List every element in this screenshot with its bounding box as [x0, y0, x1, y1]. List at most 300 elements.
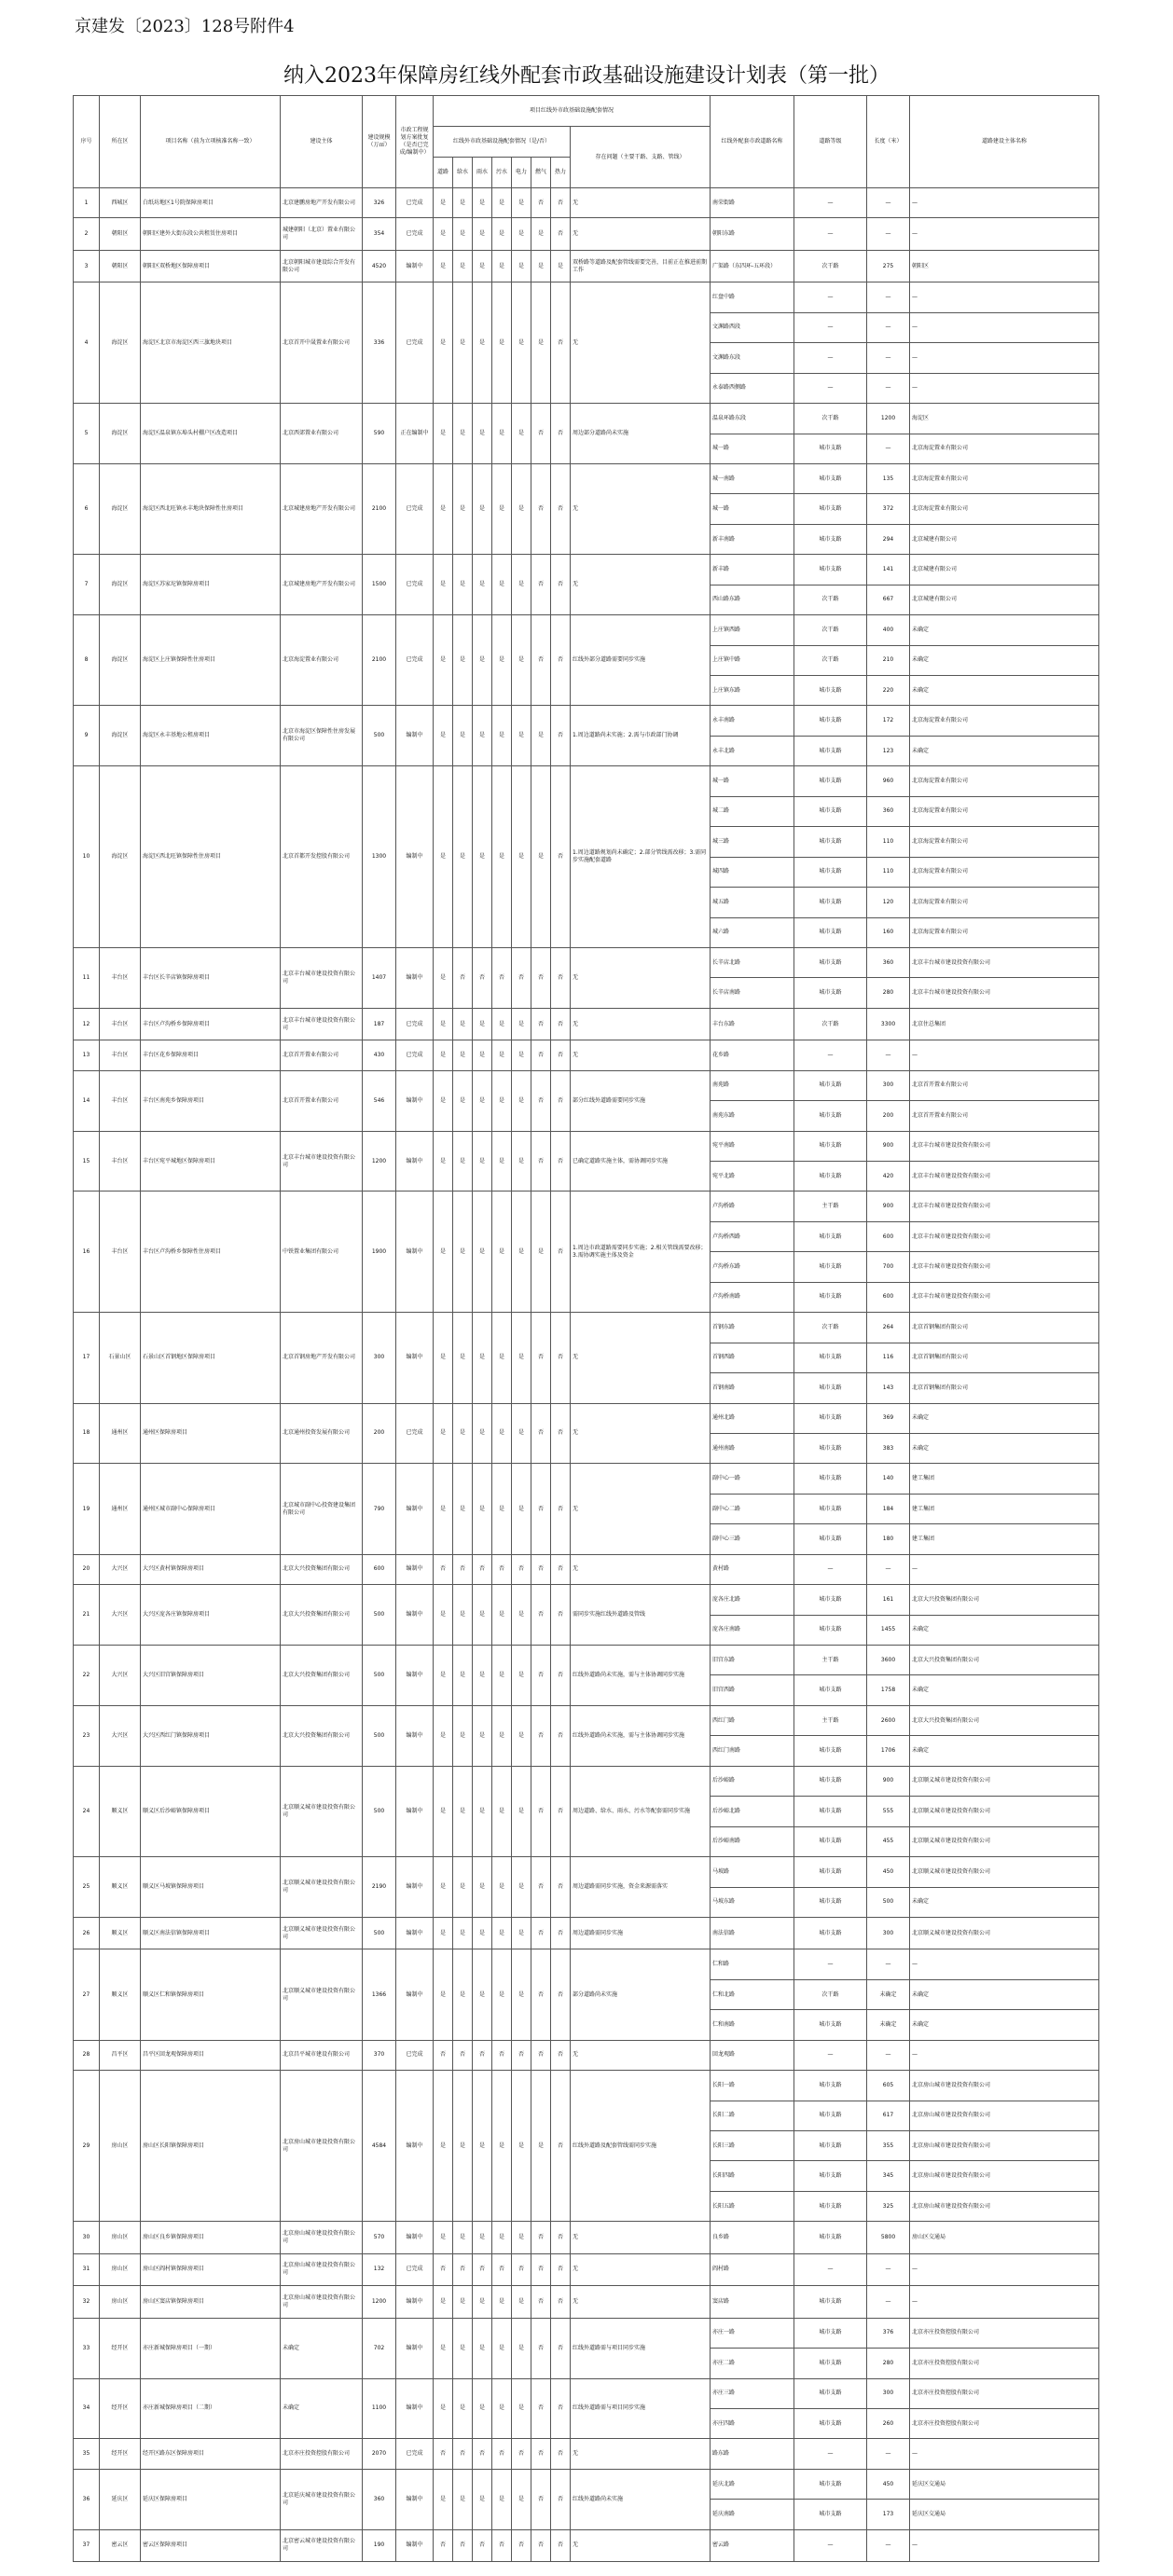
cell-sewage: 否	[492, 1554, 512, 1584]
cell-rain: 是	[473, 766, 492, 948]
header-gas: 燃气	[531, 158, 551, 188]
table-row	[74, 1464, 1099, 1494]
cell-sewage: 是	[492, 1705, 512, 1766]
cell-project: 海淀区温泉镇东埠头村棚户区改造项目	[141, 404, 281, 464]
cell-water: 是	[453, 1857, 473, 1918]
cell-line-name: 上庄镇东路	[711, 676, 794, 706]
cell-road: 是	[434, 615, 453, 706]
table-row	[74, 2469, 1099, 2499]
cell-water: 是	[453, 2378, 473, 2439]
cell-owner: 北京顺义城市建设投资有限公司	[281, 1857, 363, 1918]
cell-rain: 是	[473, 188, 492, 218]
cell-rain: 是	[473, 1008, 492, 1040]
cell-status: 已完成	[396, 188, 434, 218]
cell-grade: —	[794, 218, 867, 250]
cell-grade: 城市支路	[794, 1524, 867, 1554]
cell-gas: 否	[531, 1705, 551, 1766]
cell-length: —	[867, 188, 910, 218]
cell-road: 是	[434, 2071, 453, 2222]
cell-rain: 是	[473, 463, 492, 554]
cell-rain: 是	[473, 2378, 492, 2439]
cell-no: 33	[74, 2318, 100, 2378]
cell-line-name: 阎村路	[711, 2253, 794, 2285]
cell-area: 500	[363, 1705, 396, 1766]
cell-rain: 否	[473, 2439, 492, 2469]
cell-heat: 否	[551, 1949, 571, 2040]
plan-table-container	[73, 95, 1098, 2562]
cell-sewage: 是	[492, 250, 512, 282]
cell-owner: 北京城市副中心投资建设集团有限公司	[281, 1464, 363, 1554]
cell-district: 经开区	[100, 2318, 141, 2378]
header-status: 市政工程规划方案批复（是否已完成/编制中）	[396, 96, 434, 188]
cell-issues: 无	[571, 2222, 711, 2253]
cell-builder: 北京首钢集团有限公司	[910, 1313, 1099, 1343]
table-row	[74, 2040, 1099, 2070]
cell-area: 500	[363, 1917, 396, 1949]
cell-grade: 城市支路	[794, 2286, 867, 2318]
cell-grade: 城市支路	[794, 2222, 867, 2253]
table-row	[74, 218, 1099, 250]
cell-area: 336	[363, 282, 396, 404]
cell-status: 编制中	[396, 706, 434, 766]
cell-no: 17	[74, 1313, 100, 1403]
cell-length: 617	[867, 2101, 910, 2130]
cell-road: 是	[434, 404, 453, 464]
cell-line-name: 西红门路	[711, 1705, 794, 1735]
cell-builder: 北京亦庄投资控股有限公司	[910, 2408, 1099, 2438]
cell-rain: 是	[473, 1313, 492, 1403]
cell-rain: 是	[473, 1857, 492, 1918]
cell-heat: 否	[551, 404, 571, 464]
cell-area: 300	[363, 1313, 396, 1403]
cell-owner: 北京首都开发控股有限公司	[281, 766, 363, 948]
cell-status: 已完成	[396, 555, 434, 615]
cell-district: 朝阳区	[100, 218, 141, 250]
cell-builder: 房山区交通局	[910, 2222, 1099, 2253]
cell-heat: 否	[551, 1464, 571, 1554]
cell-length: 300	[867, 2378, 910, 2408]
cell-issues: 无	[571, 2253, 711, 2285]
cell-power: 是	[512, 1917, 531, 1949]
cell-line-name: 亦庄二路	[711, 2349, 794, 2378]
cell-status: 已完成	[396, 1008, 434, 1040]
cell-builder: 北京住总集团	[910, 1008, 1099, 1040]
cell-gas: 否	[531, 1464, 551, 1554]
cell-owner: 北京丰台城市建设投资有限公司	[281, 1131, 363, 1192]
document-title: 纳入2023年保障房红线外配套市政基础设施建设计划表（第一批）	[283, 64, 890, 88]
cell-water: 是	[453, 1464, 473, 1554]
cell-status: 已完成	[396, 218, 434, 250]
cell-line-name: 文渊路西段	[711, 312, 794, 342]
cell-gas: 否	[531, 1917, 551, 1949]
cell-project: 石景山区首钢地区保障房项目	[141, 1313, 281, 1403]
cell-gas: 否	[531, 2439, 551, 2469]
header-line-name: 红线外配套市政道路名称	[711, 96, 794, 188]
cell-grade: 城市支路	[794, 706, 867, 736]
cell-owner: 北京大兴投资集团有限公司	[281, 1646, 363, 1706]
cell-line-name: 首钢南路	[711, 1373, 794, 1403]
cell-builder: 北京丰台城市建设投资有限公司	[910, 1221, 1099, 1251]
cell-sewage: 是	[492, 1040, 512, 1070]
header-builder: 道路建设主体名称	[910, 96, 1099, 188]
cell-length: —	[867, 434, 910, 463]
cell-power: 是	[512, 1008, 531, 1040]
cell-grade: 主干路	[794, 1646, 867, 1675]
cell-length: —	[867, 312, 910, 342]
cell-water: 是	[453, 1040, 473, 1070]
cell-builder: 北京海淀置业有限公司	[910, 494, 1099, 524]
cell-length: 210	[867, 645, 910, 675]
cell-district: 海淀区	[100, 615, 141, 706]
cell-length: 376	[867, 2318, 910, 2348]
cell-grade: —	[794, 188, 867, 218]
table-row	[74, 188, 1099, 218]
cell-grade: 城市支路	[794, 2131, 867, 2161]
cell-no: 30	[74, 2222, 100, 2253]
cell-sewage: 否	[492, 2439, 512, 2469]
cell-length: 1200	[867, 404, 910, 434]
cell-gas: 否	[531, 1554, 551, 1584]
cell-issues: 无	[571, 218, 711, 250]
cell-sewage: 是	[492, 1008, 512, 1040]
cell-water: 是	[453, 766, 473, 948]
table-row	[74, 282, 1099, 312]
cell-grade: —	[794, 1949, 867, 1979]
cell-road: 是	[434, 463, 453, 554]
cell-no: 15	[74, 1131, 100, 1192]
cell-gas: 否	[531, 188, 551, 218]
cell-line-name: 庞各庄南路	[711, 1615, 794, 1645]
cell-sewage: 是	[492, 555, 512, 615]
cell-power: 是	[512, 2286, 531, 2318]
cell-grade: 城市支路	[794, 676, 867, 706]
cell-power: 是	[512, 2469, 531, 2529]
cell-owner: 北京顺义城市建设投资有限公司	[281, 1766, 363, 1856]
cell-rain: 是	[473, 2071, 492, 2222]
cell-grade: 城市支路	[794, 736, 867, 765]
cell-status: 已完成	[396, 615, 434, 706]
cell-length: 700	[867, 1252, 910, 1282]
cell-water: 是	[453, 1403, 473, 1464]
cell-area: 1366	[363, 1949, 396, 2040]
cell-issues: 无	[571, 1464, 711, 1554]
cell-line-name: 延庆南路	[711, 2500, 794, 2529]
cell-district: 丰台区	[100, 1070, 141, 1131]
cell-heat: 否	[551, 1917, 571, 1949]
cell-grade: —	[794, 2253, 867, 2285]
cell-area: 354	[363, 218, 396, 250]
cell-grade: 城市支路	[794, 463, 867, 493]
cell-water: 是	[453, 706, 473, 766]
cell-line-name: 城一路	[711, 434, 794, 463]
cell-status: 编制中	[396, 2318, 434, 2378]
cell-water: 是	[453, 282, 473, 404]
cell-water: 否	[453, 2529, 473, 2561]
cell-road: 是	[434, 1705, 453, 1766]
table-row	[74, 1192, 1099, 1221]
cell-length: 900	[867, 1192, 910, 1221]
cell-owner: 北京丰台城市建设投资有限公司	[281, 1008, 363, 1040]
cell-gas: 否	[531, 1070, 551, 1131]
cell-builder: —	[910, 2286, 1099, 2318]
cell-area: 1900	[363, 1192, 396, 1313]
cell-project: 通州区保障房项目	[141, 1403, 281, 1464]
cell-line-name: 黄村路	[711, 1554, 794, 1584]
cell-project: 丰台区花乡保障房项目	[141, 1040, 281, 1070]
cell-project: 丰台区南苑乡保障房项目	[141, 1070, 281, 1131]
cell-grade: 城市支路	[794, 1766, 867, 1796]
cell-power: 是	[512, 404, 531, 464]
cell-status: 编制中	[396, 2378, 434, 2439]
cell-road: 是	[434, 218, 453, 250]
cell-power: 是	[512, 766, 531, 948]
cell-length: —	[867, 1040, 910, 1070]
cell-grade: 城市支路	[794, 2161, 867, 2191]
cell-line-name: 路东路	[711, 2439, 794, 2469]
cell-line-name: 副中心一路	[711, 1464, 794, 1494]
cell-water: 否	[453, 2253, 473, 2285]
cell-line-name: 马坡路	[711, 1857, 794, 1887]
cell-builder: 北京亦庄投资控股有限公司	[910, 2349, 1099, 2378]
cell-road: 是	[434, 1131, 453, 1192]
cell-line-name: 城六路	[711, 917, 794, 947]
cell-sewage: 否	[492, 2253, 512, 2285]
cell-gas: 否	[531, 1040, 551, 1070]
cell-district: 通州区	[100, 1403, 141, 1464]
cell-power: 是	[512, 1705, 531, 1766]
table-row	[74, 1313, 1099, 1343]
cell-owner: 北京昌平城市建设有限公司	[281, 2040, 363, 2070]
cell-line-name: 马坡东路	[711, 1887, 794, 1917]
cell-grade: 城市支路	[794, 2408, 867, 2438]
cell-project: 大兴区黄村镇保障房项目	[141, 1554, 281, 1584]
cell-grade: 城市支路	[794, 978, 867, 1008]
cell-area: 500	[363, 706, 396, 766]
cell-builder: 北京大兴投资集团有限公司	[910, 1646, 1099, 1675]
cell-builder: —	[910, 2529, 1099, 2561]
cell-owner: 北京朝阳城市建设综合开发有限公司	[281, 250, 363, 282]
cell-sewage: 是	[492, 282, 512, 404]
cell-owner: 中铁置业集团有限公司	[281, 1192, 363, 1313]
cell-power: 是	[512, 1070, 531, 1131]
cell-line-name: 亦庄一路	[711, 2318, 794, 2348]
cell-owner: 北京顺义城市建设投资有限公司	[281, 1917, 363, 1949]
cell-rain: 否	[473, 2253, 492, 2285]
cell-heat: 否	[551, 1403, 571, 1464]
cell-district: 丰台区	[100, 1131, 141, 1192]
cell-water: 是	[453, 1705, 473, 1766]
cell-line-name: 南苑路	[711, 1070, 794, 1100]
cell-length: 141	[867, 555, 910, 585]
cell-no: 22	[74, 1646, 100, 1706]
cell-road: 是	[434, 250, 453, 282]
cell-length: 280	[867, 978, 910, 1008]
cell-issues: 无	[571, 1554, 711, 1584]
cell-water: 是	[453, 2469, 473, 2529]
cell-gas: 否	[531, 2222, 551, 2253]
cell-length: —	[867, 218, 910, 250]
cell-power: 否	[512, 947, 531, 1008]
cell-builder: 未确定	[910, 1403, 1099, 1433]
cell-power: 是	[512, 1585, 531, 1646]
cell-builder: 北京顺义城市建设投资有限公司	[910, 1797, 1099, 1826]
cell-status: 编制中	[396, 766, 434, 948]
cell-grade: 城市支路	[794, 1070, 867, 1100]
cell-area: 187	[363, 1008, 396, 1040]
cell-owner: 北京海淀置业有限公司	[281, 615, 363, 706]
cell-sewage: 是	[492, 2071, 512, 2222]
cell-builder: 北京丰台城市建设投资有限公司	[910, 978, 1099, 1008]
cell-status: 编制中	[396, 250, 434, 282]
cell-project: 丰台区卢沟桥乡保障房项目	[141, 1008, 281, 1040]
cell-length: —	[867, 2439, 910, 2469]
header-power: 电力	[512, 158, 531, 188]
cell-line-name: 朝阳东路	[711, 218, 794, 250]
cell-builder: 北京丰台城市建设投资有限公司	[910, 1282, 1099, 1312]
cell-road: 是	[434, 1403, 453, 1464]
cell-gas: 否	[531, 1131, 551, 1192]
cell-status: 编制中	[396, 2529, 434, 2561]
cell-grade: 城市支路	[794, 1675, 867, 1705]
cell-line-name: 卢沟桥西路	[711, 1221, 794, 1251]
cell-length: —	[867, 2253, 910, 2285]
cell-area: 2100	[363, 463, 396, 554]
cell-line-name: 副中心二路	[711, 1494, 794, 1523]
cell-rain: 是	[473, 1131, 492, 1192]
header-grade: 道路等级	[794, 96, 867, 188]
cell-length: 1758	[867, 1675, 910, 1705]
cell-rain: 是	[473, 1585, 492, 1646]
cell-heat: 否	[551, 188, 571, 218]
cell-district: 经开区	[100, 2378, 141, 2439]
cell-issues: 周边道路、给水、雨水、污水等配套需同步实施	[571, 1766, 711, 1856]
cell-issues: 无	[571, 1313, 711, 1403]
cell-status: 编制中	[396, 1192, 434, 1313]
cell-gas: 否	[531, 2286, 551, 2318]
cell-no: 19	[74, 1464, 100, 1554]
cell-builder: 未确定	[910, 1433, 1099, 1463]
cell-power: 是	[512, 2071, 531, 2222]
header-no: 序号	[74, 96, 100, 188]
cell-length: 184	[867, 1494, 910, 1523]
cell-line-name: 城一路	[711, 494, 794, 524]
cell-water: 是	[453, 555, 473, 615]
cell-area: 600	[363, 1554, 396, 1584]
cell-water: 是	[453, 1313, 473, 1403]
cell-project: 大兴区庞各庄镇保障房项目	[141, 1585, 281, 1646]
cell-area: 326	[363, 188, 396, 218]
cell-project: 海淀区苏家坨镇保障房项目	[141, 555, 281, 615]
cell-owner: 未确定	[281, 2318, 363, 2378]
cell-district: 昌平区	[100, 2040, 141, 2070]
cell-builder: 北京海淀置业有限公司	[910, 766, 1099, 796]
header-sewage: 污水	[492, 158, 512, 188]
cell-grade: —	[794, 282, 867, 312]
cell-district: 房山区	[100, 2286, 141, 2318]
cell-line-name: 永丰南路	[711, 706, 794, 736]
cell-owner: 北京首开中晟置业有限公司	[281, 282, 363, 404]
cell-district: 大兴区	[100, 1554, 141, 1584]
cell-owner: 北京建鹏房地产开发有限公司	[281, 188, 363, 218]
cell-builder: 建工集团	[910, 1524, 1099, 1554]
cell-line-name: 南苑东路	[711, 1101, 794, 1131]
cell-area: 500	[363, 1766, 396, 1856]
cell-builder: 北京海淀置业有限公司	[910, 434, 1099, 463]
cell-line-name: 长阳四路	[711, 2161, 794, 2191]
cell-length: —	[867, 1554, 910, 1584]
cell-issues: 周边道路需同步实施	[571, 1917, 711, 1949]
cell-grade: 城市支路	[794, 1131, 867, 1161]
cell-line-name: 庞各庄北路	[711, 1585, 794, 1615]
cell-sewage: 是	[492, 766, 512, 948]
cell-heat: 否	[551, 947, 571, 1008]
cell-line-name: 长阳五路	[711, 2191, 794, 2221]
cell-builder: 北京首钢集团有限公司	[910, 1343, 1099, 1372]
cell-builder: 北京房山城市建设投资有限公司	[910, 2071, 1099, 2101]
cell-issues: 双桥路等道路及配套管线需要完善，目前正在推进前期工作	[571, 250, 711, 282]
cell-rain: 是	[473, 404, 492, 464]
cell-grade: 城市支路	[794, 2500, 867, 2529]
cell-issues: 1.周边道路规划尚未确定；2.部分管线需改移；3.需同步实施配套道路	[571, 766, 711, 948]
cell-grade: 城市支路	[794, 1162, 867, 1192]
cell-builder: —	[910, 1554, 1099, 1584]
cell-grade: 城市支路	[794, 555, 867, 585]
cell-line-name: 通州北路	[711, 1403, 794, 1433]
cell-rain: 是	[473, 2318, 492, 2378]
cell-issues: 无	[571, 2040, 711, 2070]
cell-line-name: 南荣街路	[711, 188, 794, 218]
cell-line-name: 红盘中路	[711, 282, 794, 312]
cell-issues: 红线外道路尚未实施，需与主体协调同步实施	[571, 1646, 711, 1706]
cell-water: 是	[453, 2318, 473, 2378]
cell-water: 是	[453, 1192, 473, 1313]
cell-grade: 城市支路	[794, 524, 867, 554]
table-row	[74, 2222, 1099, 2253]
cell-length: 220	[867, 676, 910, 706]
cell-builder: 北京顺义城市建设投资有限公司	[910, 1766, 1099, 1796]
cell-heat: 否	[551, 615, 571, 706]
cell-grade: 城市支路	[794, 1433, 867, 1463]
cell-builder: 北京大兴投资集团有限公司	[910, 1705, 1099, 1735]
cell-builder: 北京城建有限公司	[910, 555, 1099, 585]
header-length: 长度（米）	[867, 96, 910, 188]
cell-builder: 北京首钢集团有限公司	[910, 1373, 1099, 1403]
cell-grade: 城市支路	[794, 1826, 867, 1856]
table-row	[74, 2439, 1099, 2469]
header-subgroup: 红线外市政基础设施配套情况（是/否）	[434, 127, 571, 158]
cell-grade: 城市支路	[794, 766, 867, 796]
cell-area: 200	[363, 1403, 396, 1464]
cell-rain: 是	[473, 1766, 492, 1856]
cell-status: 编制中	[396, 947, 434, 1008]
cell-line-name: 仁和路	[711, 1949, 794, 1979]
cell-owner: 北京首开置业有限公司	[281, 1040, 363, 1070]
cell-length: 2600	[867, 1705, 910, 1735]
cell-sewage: 是	[492, 1585, 512, 1646]
cell-sewage: 是	[492, 1949, 512, 2040]
cell-district: 顺义区	[100, 1917, 141, 1949]
cell-length: 161	[867, 1585, 910, 1615]
cell-length: 280	[867, 2349, 910, 2378]
cell-no: 10	[74, 766, 100, 948]
cell-line-name: 后沙峪路	[711, 1766, 794, 1796]
cell-builder: 北京海淀置业有限公司	[910, 888, 1099, 917]
cell-builder: 北京顺义城市建设投资有限公司	[910, 1917, 1099, 1949]
cell-grade: 城市支路	[794, 827, 867, 857]
cell-project: 延庆区保障房项目	[141, 2469, 281, 2529]
cell-road: 是	[434, 706, 453, 766]
cell-line-name: 丰台东路	[711, 1008, 794, 1040]
